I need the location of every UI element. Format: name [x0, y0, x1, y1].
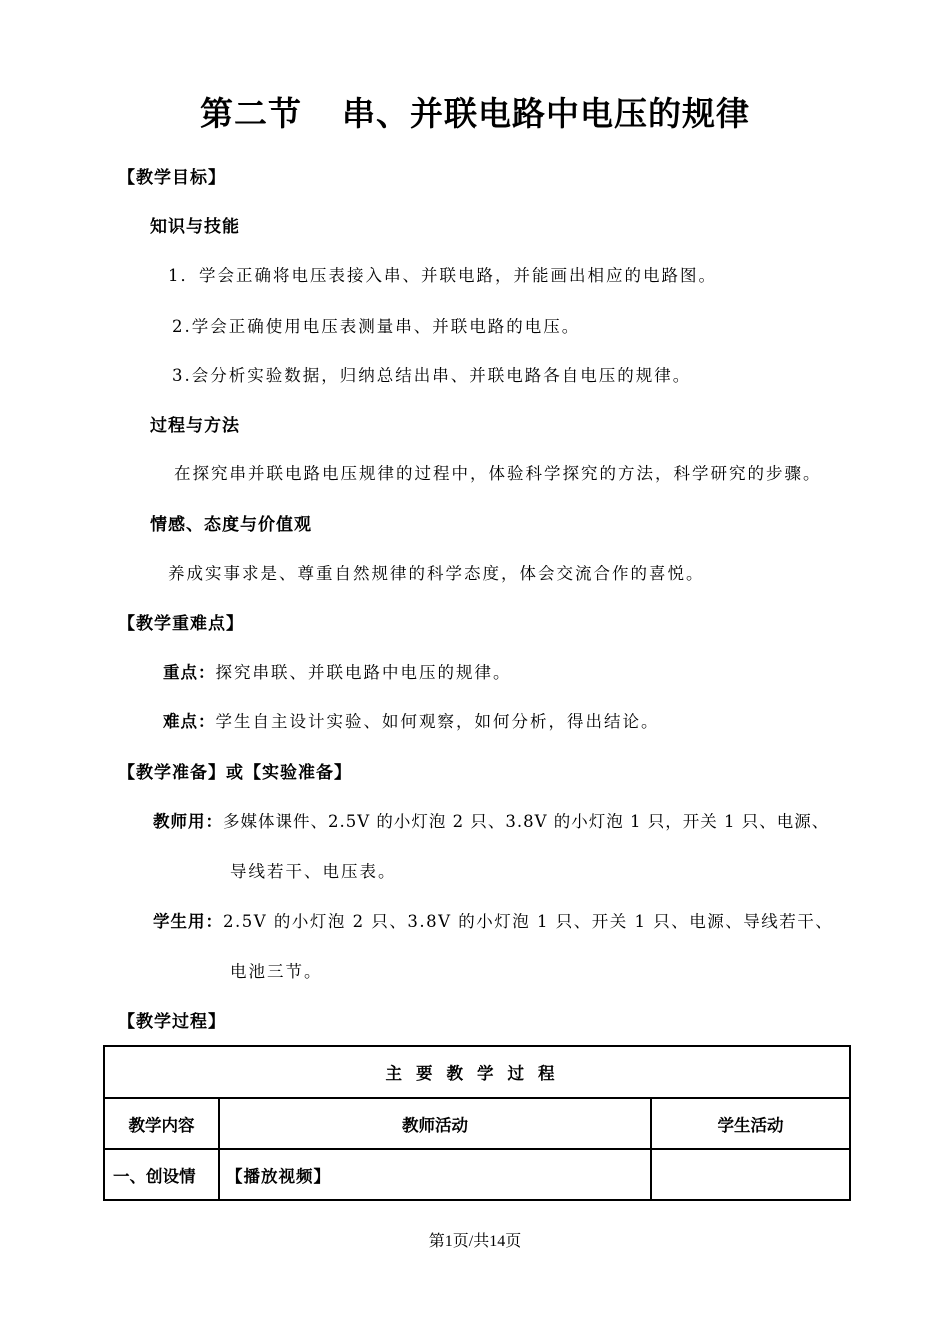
table-title-row	[104, 1046, 850, 1098]
row-student-cell	[651, 1149, 850, 1200]
process-section-heading: 【教学过程】	[118, 1012, 226, 1032]
row-content-cell: 一、创设情	[104, 1149, 219, 1200]
col-header-content: 教学内容	[104, 1098, 219, 1149]
key-text: 探究串联、并联电路中电压的规律。	[215, 663, 512, 682]
difficult-label: 难点：	[163, 712, 216, 731]
objectives-heading: 【教学目标】	[118, 168, 226, 188]
process-text: 在探究串并联电路电压规律的过程中，体验科学探究的方法，科学研究的步骤。	[174, 464, 822, 483]
table-row	[104, 1149, 850, 1200]
title-topic: 串、并联电路中电压的规律	[342, 94, 750, 133]
teacher-materials	[153, 808, 829, 832]
title-section-number: 第二节	[200, 94, 302, 133]
knowledge-item-3: 3.会分析实验数据，归纳总结出串、并联电路各自电压的规律。	[172, 366, 692, 385]
key-point	[163, 659, 512, 683]
student-materials	[153, 908, 833, 932]
student-label: 学生用：	[153, 912, 223, 931]
table-title: 主要教学过程	[104, 1046, 850, 1098]
emotion-text: 养成实事求是、尊重自然规律的科学态度，体会交流合作的喜悦。	[168, 564, 705, 583]
knowledge-item-2: 2.学会正确使用电压表测量串、并联电路的电压。	[172, 317, 581, 336]
key-label: 重点：	[163, 663, 216, 682]
student-line-2: 电池三节。	[230, 962, 323, 981]
difficult-point	[163, 708, 660, 732]
table-header-row	[104, 1098, 850, 1149]
difficult-text: 学生自主设计实验、如何观察，如何分析，得出结论。	[215, 712, 660, 731]
emotion-heading: 情感、态度与价值观	[150, 515, 312, 535]
teaching-process-table	[103, 1045, 851, 1201]
col-header-teacher: 教师活动	[219, 1098, 651, 1149]
teacher-label: 教师用：	[153, 812, 223, 831]
teacher-line-1: 多媒体课件、2.5V 的小灯泡 2 只、3.8V 的小灯泡 1 只，开关 1 只、电源、	[223, 812, 830, 831]
process-heading: 过程与方法	[150, 416, 240, 436]
knowledge-heading: 知识与技能	[150, 217, 240, 237]
prep-heading: 【教学准备】或【实验准备】	[118, 763, 352, 783]
keypoints-heading: 【教学重难点】	[118, 614, 244, 634]
page-footer: 第1页/共14页	[428, 1233, 522, 1250]
knowledge-item-1: 1．学会正确将电压表接入串、并联电路，并能画出相应的电路图。	[168, 266, 717, 285]
student-line-1: 2.5V 的小灯泡 2 只、3.8V 的小灯泡 1 只、开关 1 只、电源、导线若干、	[223, 912, 834, 931]
teacher-line-2: 导线若干、电压表。	[230, 862, 397, 881]
row-teacher-cell: 【播放视频】	[219, 1149, 651, 1200]
page-title	[0, 88, 950, 135]
col-header-student: 学生活动	[651, 1098, 850, 1149]
